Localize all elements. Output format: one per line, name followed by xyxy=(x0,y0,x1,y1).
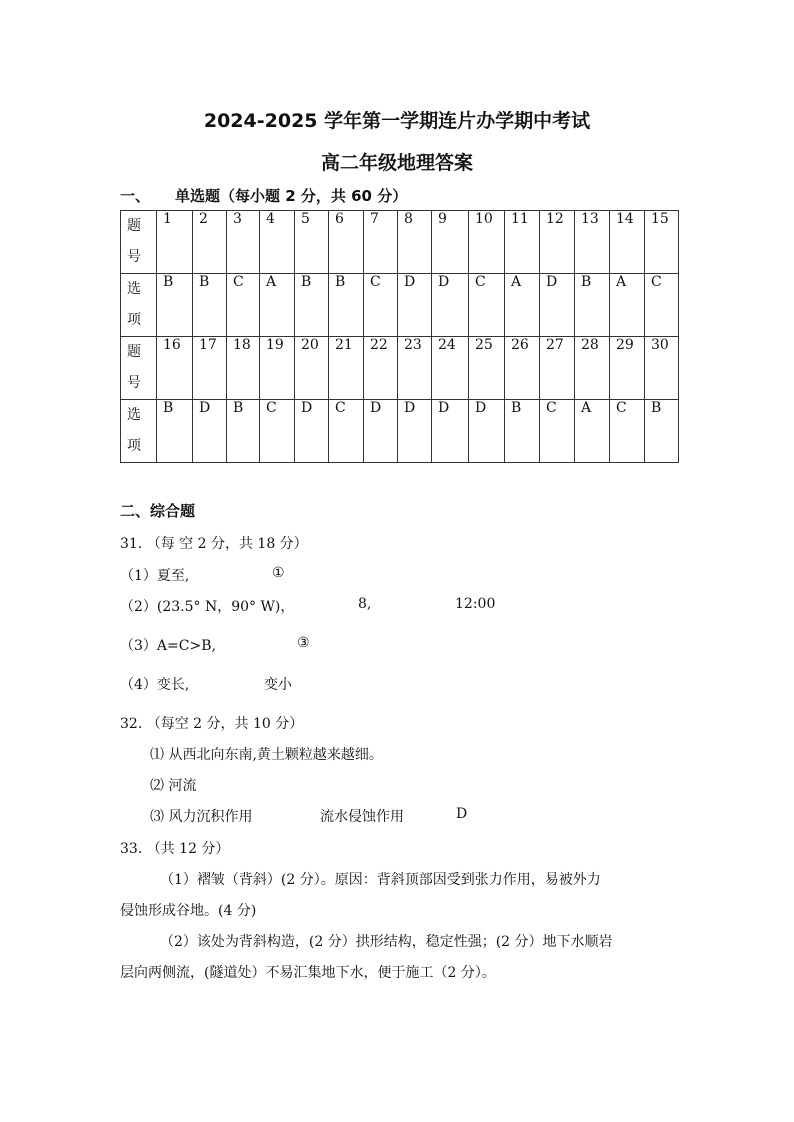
question-number-cell: 21 xyxy=(329,337,364,400)
question-number-cell: 12 xyxy=(540,211,575,274)
question-number-cell: 15 xyxy=(645,211,679,274)
question-number-cell: 9 xyxy=(432,211,469,274)
question-number-cell: 27 xyxy=(540,337,575,400)
answer-cell: B xyxy=(505,400,540,463)
question-number-cell: 26 xyxy=(505,337,540,400)
answer-cell: A xyxy=(575,400,610,463)
question-number-cell: 10 xyxy=(469,211,505,274)
table-row-answers-1 xyxy=(121,274,679,337)
q33-part1-line1: （1）褶皱（背斜）(2 分）。原因：背斜顶部因受到张力作用，易被外力 xyxy=(160,872,601,888)
answer-cell: D xyxy=(295,400,329,463)
section-1-index: 一、 xyxy=(120,187,151,205)
row-label-question: 题 号 xyxy=(121,337,157,400)
question-number-cell: 5 xyxy=(295,211,329,274)
answer-cell: C xyxy=(469,274,505,337)
row-label-option: 选 项 xyxy=(121,400,157,463)
table-row-answers-2 xyxy=(121,400,679,463)
answer-cell: B xyxy=(645,400,679,463)
q31-part2: （2）(23.5° N，90° W)， xyxy=(120,599,295,615)
answer-cell: D xyxy=(432,274,469,337)
question-number-cell: 4 xyxy=(260,211,295,274)
question-number-cell: 16 xyxy=(157,337,193,400)
answer-table xyxy=(120,210,679,463)
question-number-cell: 3 xyxy=(227,211,260,274)
q31-part2-answer-3: 12:00 xyxy=(455,596,496,612)
q32-part2: ⑵ 河流 xyxy=(150,778,197,794)
answer-cell: B xyxy=(295,274,329,337)
question-number-cell: 30 xyxy=(645,337,679,400)
question-number-cell: 29 xyxy=(610,337,645,400)
q32-part3-b: 流水侵蚀作用 xyxy=(320,809,404,825)
page-title: 2024-2025 学年第一学期连片办学期中考试 xyxy=(203,110,591,132)
q32-part1: ⑴ 从西北向东南,黄土颗粒越来越细。 xyxy=(150,747,383,763)
question-number-cell: 7 xyxy=(364,211,398,274)
q33-part2-line2: 层向两侧流，(隧道处）不易汇集地下水，便于施工（2 分）。 xyxy=(120,965,496,981)
q31-part1: （1）夏至, xyxy=(120,568,190,584)
question-number-cell: 20 xyxy=(295,337,329,400)
answer-cell: D xyxy=(398,400,432,463)
question-number-cell: 18 xyxy=(227,337,260,400)
answer-cell: C xyxy=(260,400,295,463)
q31-part3: （3）A=C>B, xyxy=(120,638,216,654)
page-subtitle: 高二年级地理答案 xyxy=(320,152,473,174)
q31-part2-answer-2: 8, xyxy=(358,596,372,612)
answer-cell: B xyxy=(575,274,610,337)
q31-part4-answer: 变小 xyxy=(264,677,292,693)
question-number-cell: 14 xyxy=(610,211,645,274)
answer-cell: C xyxy=(227,274,260,337)
answer-cell: A xyxy=(260,274,295,337)
question-number-cell: 25 xyxy=(469,337,505,400)
answer-cell: B xyxy=(227,400,260,463)
q33-header: 33. （共 12 分） xyxy=(120,841,230,857)
question-number-cell: 8 xyxy=(398,211,432,274)
question-number-cell: 2 xyxy=(193,211,227,274)
answer-cell: B xyxy=(193,274,227,337)
answer-cell: D xyxy=(364,400,398,463)
row-label-option: 选 项 xyxy=(121,274,157,337)
question-number-cell: 11 xyxy=(505,211,540,274)
table-row-questions-2 xyxy=(121,337,679,400)
question-number-cell: 23 xyxy=(398,337,432,400)
q32-header: 32. （每空 2 分，共 10 分） xyxy=(120,716,304,732)
answer-cell: D xyxy=(398,274,432,337)
q31-header: 31. （每 空 2 分，共 18 分） xyxy=(120,536,308,552)
answer-cell: C xyxy=(364,274,398,337)
answer-cell: B xyxy=(329,274,364,337)
q32-part3-a: ⑶ 风力沉积作用 xyxy=(150,809,253,825)
answer-cell: C xyxy=(610,400,645,463)
answer-cell: C xyxy=(540,400,575,463)
table-row-questions-1 xyxy=(121,211,679,274)
question-number-cell: 13 xyxy=(575,211,610,274)
question-number-cell: 19 xyxy=(260,337,295,400)
answer-cell: C xyxy=(329,400,364,463)
answer-cell: B xyxy=(157,400,193,463)
q32-part3-c: D xyxy=(456,806,468,822)
q33-part2-line1: （2）该处为背斜构造，(2 分）拱形结构，稳定性强；(2 分）地下水顺岩 xyxy=(160,934,613,950)
question-number-cell: 6 xyxy=(329,211,364,274)
question-number-cell: 28 xyxy=(575,337,610,400)
q31-part4: （4）变长, xyxy=(120,677,190,693)
answer-cell: C xyxy=(645,274,679,337)
answer-cell: A xyxy=(610,274,645,337)
answer-cell: D xyxy=(432,400,469,463)
question-number-cell: 22 xyxy=(364,337,398,400)
row-label-question: 题 号 xyxy=(121,211,157,274)
answer-cell: D xyxy=(540,274,575,337)
section-1-heading: 单选题（每小题 2 分，共 60 分） xyxy=(175,187,408,205)
answer-cell: B xyxy=(157,274,193,337)
q31-part3-answer: ③ xyxy=(297,635,310,651)
answer-cell: D xyxy=(193,400,227,463)
question-number-cell: 17 xyxy=(193,337,227,400)
answer-cell: A xyxy=(505,274,540,337)
q33-part1-line2: 侵蚀形成谷地。(4 分) xyxy=(120,903,257,919)
section-2-heading: 二、综合题 xyxy=(120,502,196,520)
question-number-cell: 1 xyxy=(157,211,193,274)
question-number-cell: 24 xyxy=(432,337,469,400)
answer-cell: D xyxy=(469,400,505,463)
q31-part1-answer: ① xyxy=(272,565,285,581)
